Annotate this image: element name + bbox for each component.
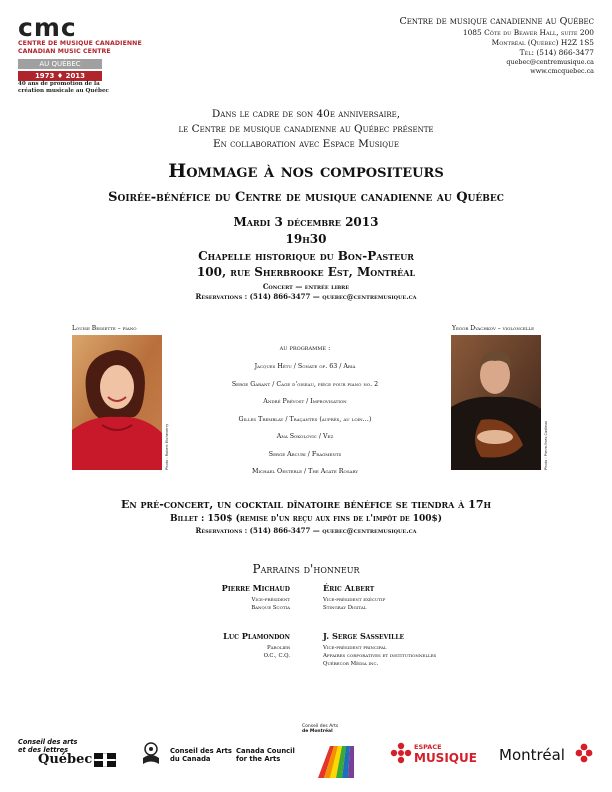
event-venue: Chapelle historique du Bon-Pasteur xyxy=(198,249,414,263)
program-item: Michael Oesterle / The Agate Rosary xyxy=(252,468,358,475)
radio-canada-gem-icon xyxy=(390,742,412,764)
right-photo-credit: Photo : Pierre-Yves Cadieux xyxy=(544,420,548,470)
cmc-name-en: CANADIAN MUSIC CENTRE xyxy=(18,48,111,55)
right-performer-photo xyxy=(451,335,541,470)
intro-line-1: Dans le cadre de son 40e anniversaire, xyxy=(211,108,401,120)
event-street: 100, rue Sherbrooke Est, Montréal xyxy=(196,265,416,279)
program-item: Serge Garant / Cage d'oiseau, pièce pour piano no. 2 xyxy=(231,380,379,388)
cmc-region-badge: AU QUÉBEC xyxy=(18,59,102,69)
canada-council-logo xyxy=(140,742,295,772)
address-name: Centre de musique canadienne au Québec xyxy=(399,16,594,27)
musique-label: MUSIQUE xyxy=(414,751,477,765)
sponsor-name: J. Serge Sasseville xyxy=(323,631,405,641)
event-time: 19h30 xyxy=(285,232,327,246)
program-item: Gilles Tremblay / Traçantes (auprès, au loin…) xyxy=(238,415,372,423)
montreal-rosette-icon xyxy=(575,743,593,763)
calq-name-1: Conseil des arts xyxy=(18,738,78,746)
cmc-years-badge: 1973 ♦ 2013 xyxy=(18,71,102,81)
cmc-tagline-1: 40 ans de promotion de la xyxy=(18,81,100,87)
cam-rainbow-icon xyxy=(318,738,354,778)
preconcert-ticket: Billet : 150$ (remise d'un reçu aux fins de l'impôt de 100$) xyxy=(169,514,443,524)
address-street: 1085 Côte du Beaver Hall, suite 200 xyxy=(462,28,594,37)
sponsor-role: Parolier xyxy=(267,645,290,651)
espace-musique-logo xyxy=(390,742,477,768)
calq-name-2: et des lettres xyxy=(18,746,69,754)
event-title: Hommage à nos compositeurs xyxy=(168,160,444,182)
sponsor-role: Vice-président xyxy=(251,597,290,603)
sponsor-role: O.C., C.Q. xyxy=(263,653,290,659)
intro-line-3: En collaboration avec Espace Musique xyxy=(212,138,400,150)
sponsor-role: Vice-président exécutif xyxy=(323,597,386,603)
cac-name-fr-2: du Canada xyxy=(170,755,211,763)
address-city: Montréal (Québec) H2Z 1S5 xyxy=(491,38,594,47)
sponsor-role: Stingray Digital xyxy=(323,605,367,611)
cac-name-en-1: Canada Council xyxy=(236,747,295,755)
canada-council-emblem-icon xyxy=(140,742,162,768)
cam-name-1: Conseil des Arts xyxy=(302,724,339,729)
sponsor-role: Affaires corporatives et institutionnelles xyxy=(323,653,437,659)
calq-logo xyxy=(18,738,93,767)
quebec-flag-icon xyxy=(94,753,116,767)
program-item: André Prévost / Improvisation xyxy=(263,398,347,405)
cac-name-en-2: for the Arts xyxy=(236,755,281,763)
cmc-logo xyxy=(18,13,142,95)
sponsor-name: Pierre Michaud xyxy=(221,583,290,593)
event-date: Mardi 3 décembre 2013 xyxy=(233,215,379,229)
montreal-wordmark: Montréal xyxy=(499,746,565,764)
preconcert-headline: En pré-concert, un cocktail dînatoire bénéfice se tiendra à 17h xyxy=(120,498,492,511)
cmc-name-fr: CENTRE DE MUSIQUE CANADIENNE xyxy=(18,40,142,47)
program-item: Ana Sokolovic / Vez xyxy=(276,433,334,440)
cac-name-fr-1: Conseil des Arts xyxy=(170,747,232,755)
program-title: au programme : xyxy=(279,344,331,352)
event-entry: Concert — entrée libre xyxy=(262,282,350,291)
right-performer-caption: Yegor Dyachkov – violoncelle xyxy=(452,325,535,332)
left-photo-credit: Photo : Robert Etcheverry xyxy=(165,423,169,470)
event-subtitle: Soirée-bénéfice du Centre de musique canadienne au Québec xyxy=(108,190,504,205)
sponsor-name: Luc Plamondon xyxy=(223,631,290,641)
sponsor-name: Éric Albert xyxy=(323,583,375,593)
event-reservations: Réservations : (514) 866-3477 — quebec@centremusique.ca xyxy=(195,292,417,301)
cam-name-2: de Montréal xyxy=(302,729,333,734)
program-item: Serge Arcuri / Fragments xyxy=(268,450,342,458)
intro-line-2: le Centre de musique canadienne au Québec présente xyxy=(178,123,434,135)
program-list xyxy=(180,343,430,481)
preconcert-reservations: Réservations : (514) 866-3477 — quebec@centremusique.ca xyxy=(195,526,417,535)
espace-label: ESPACE xyxy=(414,743,442,751)
left-performer-caption: Louise Bessette – piano xyxy=(72,325,137,332)
sponsor-role: Vice-président principal xyxy=(323,645,387,651)
cam-logo xyxy=(302,724,338,734)
address-email[interactable]: quebec@centremusique.ca xyxy=(506,58,594,66)
sponsor-role: Québecor Média inc. xyxy=(323,661,379,667)
sponsor-role: Banque Scotia xyxy=(251,605,290,611)
left-performer-photo xyxy=(72,335,162,470)
address-website[interactable]: www.cmcquebec.ca xyxy=(530,67,594,75)
quebec-wordmark: Québec xyxy=(38,752,93,767)
cmc-tagline-2: création musicale au Québec xyxy=(18,88,109,94)
montreal-logo xyxy=(499,745,565,764)
address-phone: Tél: (514) 866-3477 xyxy=(519,48,594,57)
parrains-title: Parrains d'honneur xyxy=(252,562,360,576)
cmc-wordmark: cmc xyxy=(18,13,77,42)
address-block xyxy=(399,16,594,76)
program-item: Jacques Hétu / Sonate op. 63 / Aria xyxy=(254,363,356,370)
